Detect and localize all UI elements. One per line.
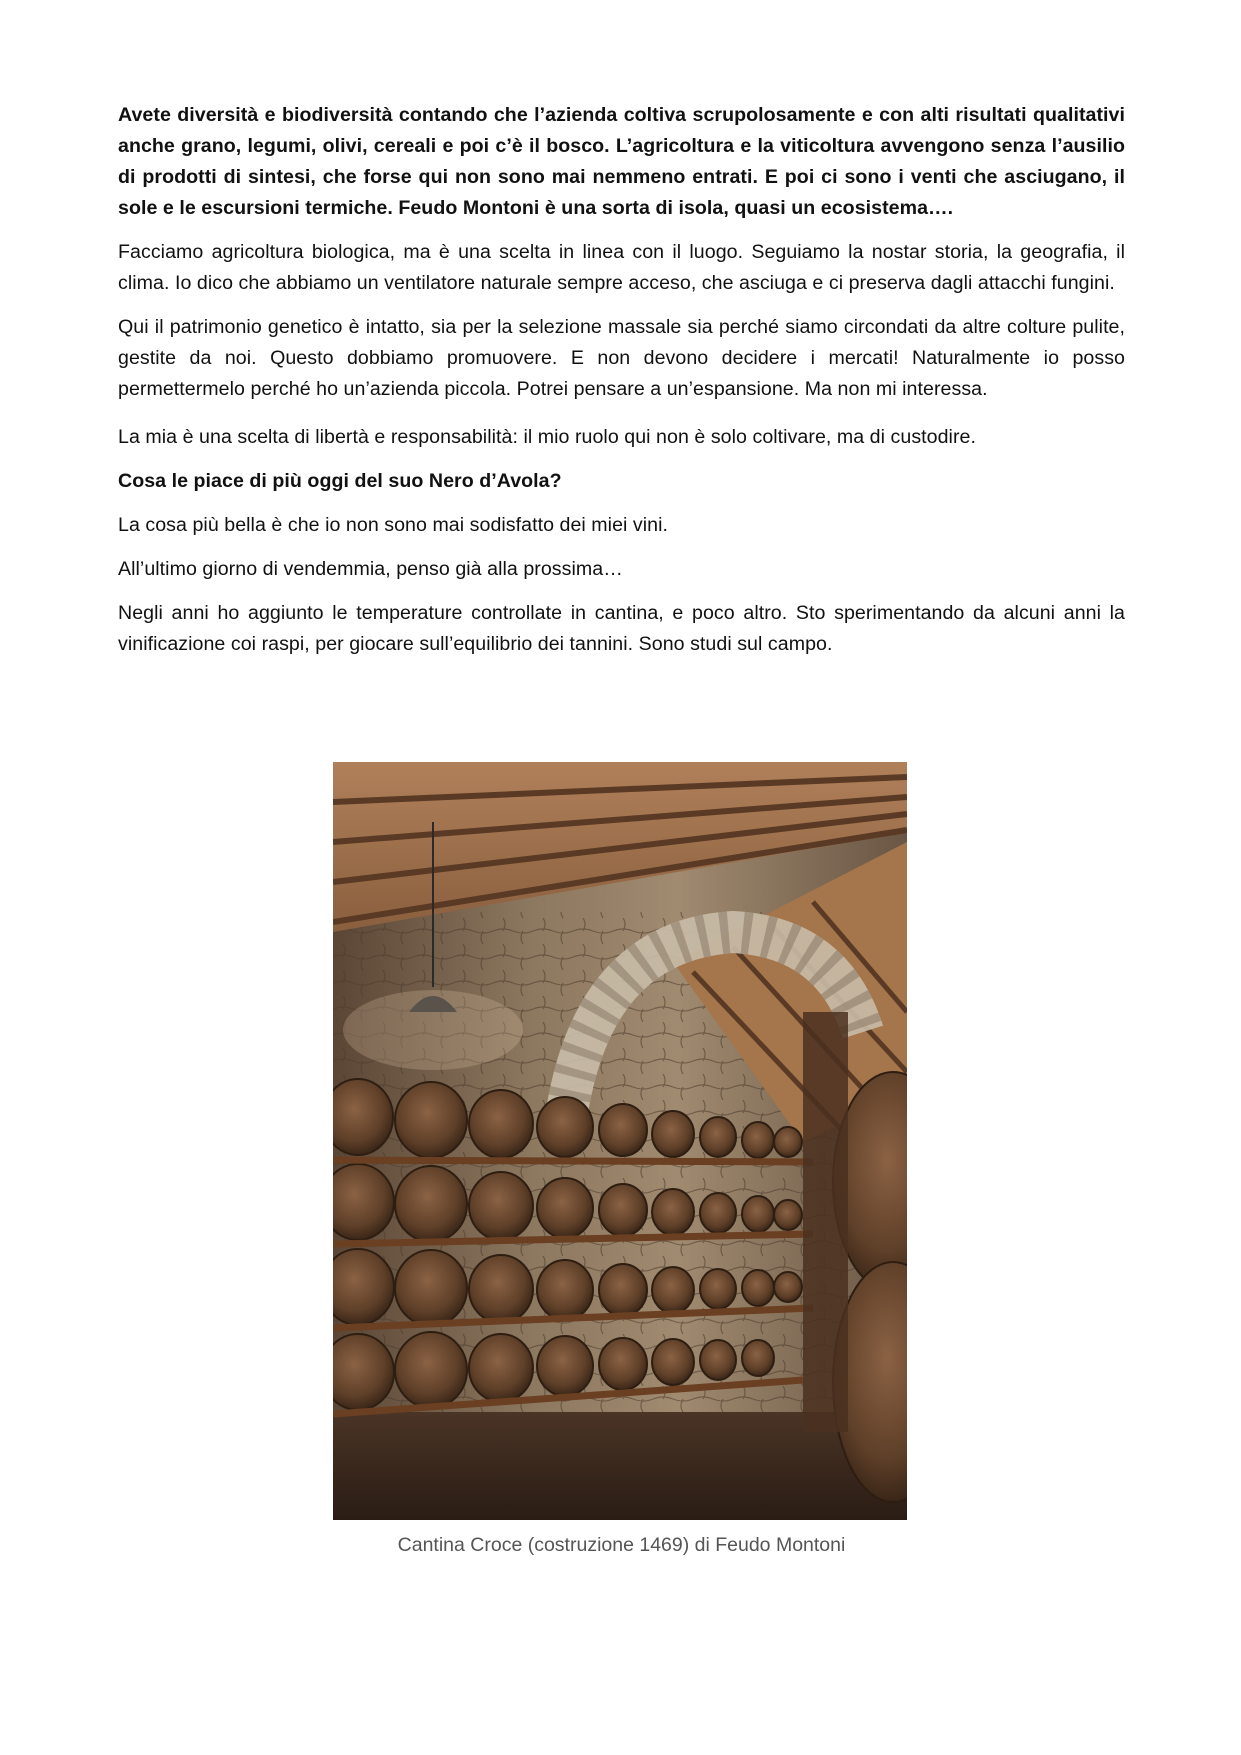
paragraph-freedom-responsibility: La mia è una scelta di libertà e responsabilità: il mio ruolo qui non è solo coltivare, ma di custodire. bbox=[118, 426, 976, 448]
paragraph-genetic-heritage: Qui il patrimonio genetico è intatto, sia per la selezione massale sia perché siamo circondati da altre colture pulite, gestite da noi. Questo dobbiamo promuovere. E non devono decidere i mercati! Naturalmente io posso permettermelo perché ho un’azienda piccola. Potrei pensare a un’espansione. Ma non mi interessa. bbox=[118, 316, 1125, 400]
paragraph-last-harvest-day: All’ultimo giorno di vendemmia, penso già alla prossima… bbox=[118, 558, 623, 580]
figure-caption: Cantina Croce (costruzione 1469) di Feudo Montoni bbox=[397, 1534, 846, 1556]
paragraph-question-nero-davola: Cosa le piace di più oggi del suo Nero d’Avola? bbox=[118, 470, 562, 492]
paragraph-never-satisfied: La cosa più bella è che io non sono mai sodisfatto dei miei vini. bbox=[118, 514, 669, 536]
paragraph-organic-farming: Facciamo agricoltura biologica, ma è una scelta in linea con il luogo. Seguiamo la nostar storia, la geografia, il clima. Io dico che abbiamo un ventilatore naturale sempre acceso, che asciuga e ci preserva dagli attacchi fungini. bbox=[118, 241, 1125, 294]
paragraph-intro-question: Avete diversità e biodiversità contando che l’azienda coltiva scrupolosamente e con alti risultati qualitativi anche grano, legumi, olivi, cereali e poi c’è il bosco. L’agricoltura e la viticoltura avvengono senza l’ausilio di prodotti di sintesi, che forse qui non sono mai nemmeno entrati. E poi ci sono i venti che asciugano, il sole e le escursioni termiche. Feudo Montoni è una sorta di isola, quasi un ecosistema…. bbox=[118, 104, 1125, 219]
paragraph-cellar-experiments: Negli anni ho aggiunto le temperature controllate in cantina, e poco altro. Sto sperimentando da alcuni anni la vinificazione coi raspi, per giocare sull’equilibrio dei tannini. Sono studi sul campo. bbox=[118, 602, 1125, 655]
wine-cellar-photo bbox=[333, 762, 907, 1520]
document-body bbox=[118, 100, 1125, 673]
